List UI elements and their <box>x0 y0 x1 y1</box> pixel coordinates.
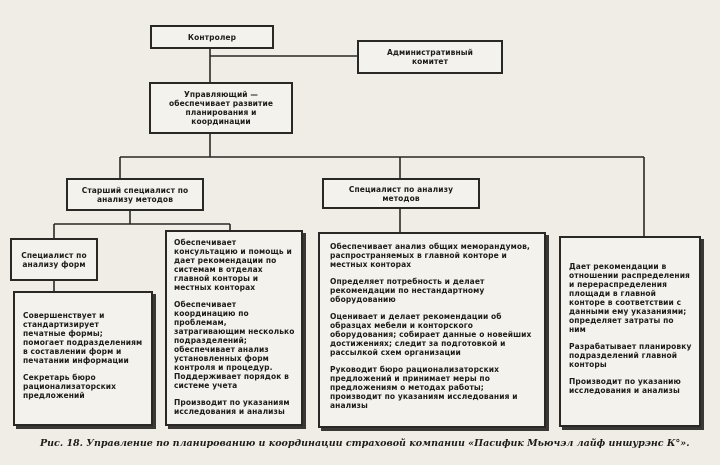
forms-specialist-box <box>10 238 98 281</box>
space-duty-1: Дает рекомендации в отношении распределения и перераспределения площади в главной конторе в соответствии с данными ему указаниями; определяет затраты по ним <box>569 262 690 334</box>
methods-duty-3: Оценивает и делает рекомендации об образцах мебели и конторского оборудования; собирает данные о новейших достижениях; следит за подготовкой и рассылкой схем организации <box>330 312 532 357</box>
manager-box <box>149 82 293 134</box>
manager-label: Управляющий — обеспечивает развитие планирования и координации <box>168 90 274 126</box>
senior-duty-2: Обеспечивает координацию по проблемам, затрагивающим несколько подразделений; обеспечивает анализ установленных форм контроля и процедур. Поддерживает порядок в системе учета <box>174 300 295 390</box>
senior-duties-box <box>165 230 303 426</box>
admin-committee-label: Административный комитет <box>386 48 474 66</box>
space-duty-2: Разрабатывает планировку подразделений главной конторы <box>569 342 692 369</box>
controller-box <box>150 25 274 49</box>
controller-label: Контролер <box>187 32 237 42</box>
methods-duties-box <box>318 232 546 428</box>
figure-caption: Рис. 18. Управление по планированию и координации страховой компании «Пасифик Мьючэл лайф иншурэнс К°». <box>40 438 690 449</box>
senior-duty-3: Производит по указаниям исследования и анализы <box>174 398 290 416</box>
admin-committee-box <box>357 40 503 74</box>
senior-specialist-label: Старший специалист по анализу методов <box>81 185 189 204</box>
senior-duty-1: Обеспечивает консультацию и помощь и дает рекомендации по системам в отделах главной конторы и местных конторах <box>174 238 292 292</box>
methods-duty-4: Руководит бюро рационализаторских предложений и принимает меры по предложениям о методах работы; производит по указаниям исследования и анализы <box>330 365 518 410</box>
space-duties-box <box>559 236 701 427</box>
forms-duty-2: Секретарь бюро рационализаторских предложений <box>23 373 117 400</box>
methods-specialist-box <box>322 178 480 209</box>
forms-duty-1: Совершенствует и стандартизирует печатные формы; помогает подразделениям в составлении форм и печатании информации <box>23 311 143 365</box>
forms-specialist-label: Специалист по анализу форм <box>21 250 87 269</box>
senior-specialist-box <box>66 178 204 211</box>
methods-duty-1: Обеспечивает анализ общих меморандумов, распространяемых в главной конторе и местных конторах <box>330 242 530 269</box>
methods-duty-2: Определяет потребность и делает рекомендации по нестандартному оборудованию <box>330 277 485 304</box>
methods-specialist-label: Специалист по анализу методов <box>348 184 454 203</box>
forms-duties-box <box>13 291 153 426</box>
space-duty-3: Производит по указанию исследования и анализы <box>569 377 681 395</box>
